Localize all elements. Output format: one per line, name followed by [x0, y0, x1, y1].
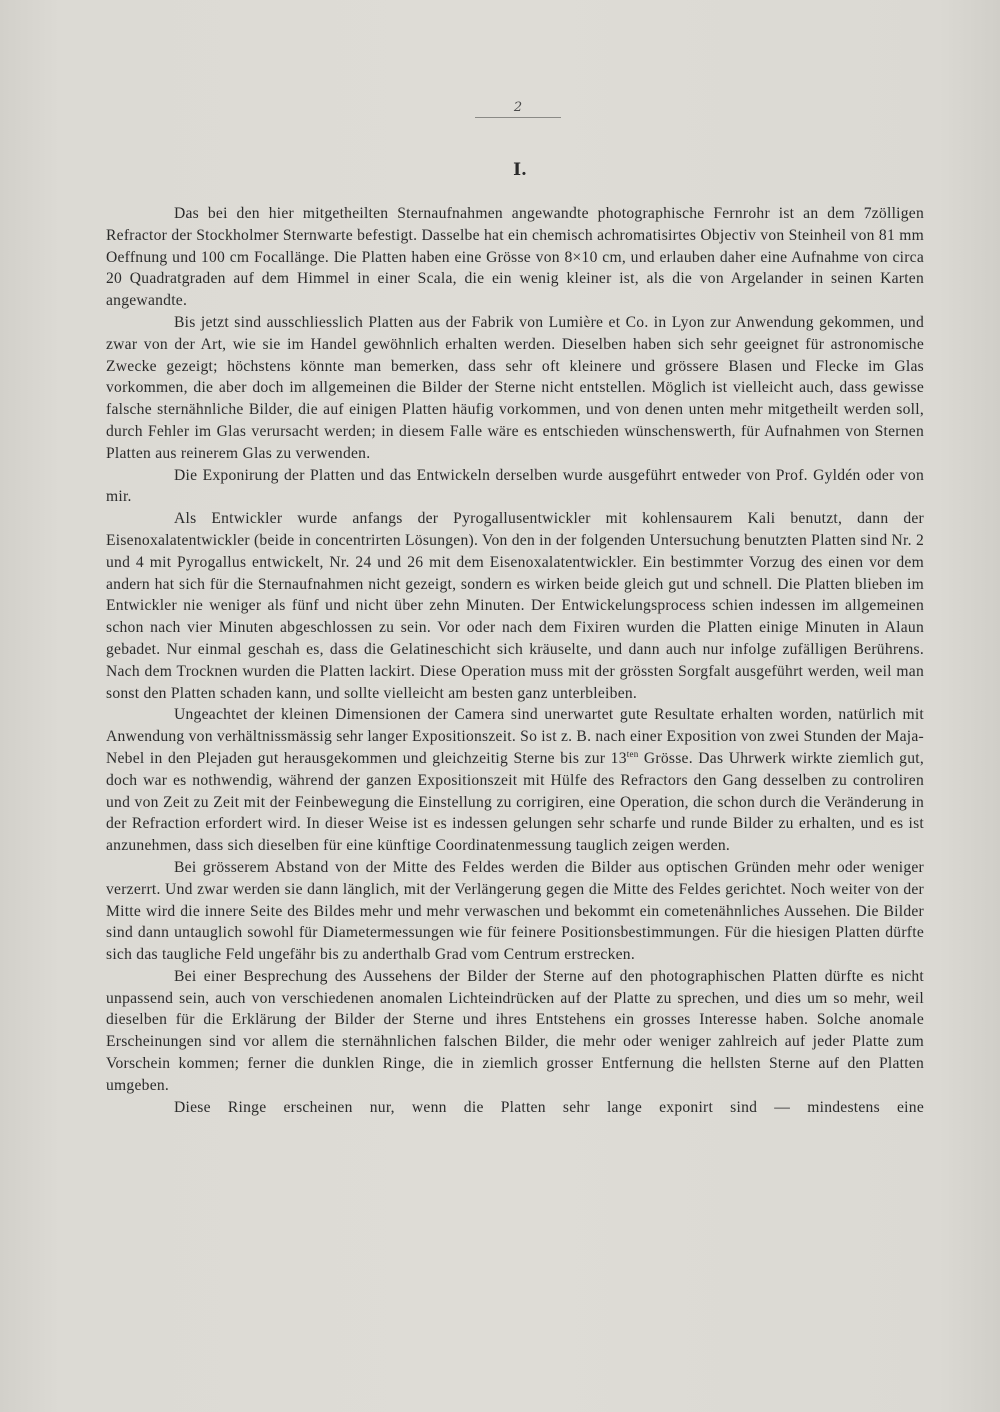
page-number: 2 — [513, 100, 523, 115]
paragraph-plates: Bis jetzt sind ausschliesslich Platten aus der Fabrik von Lumière et Co. in Lyon zur Anwendung gekommen, und zwar von der Art, wie sie im Handel gewöhnlich erhalten werden. Dieselben haben sich sehr geeignet für astronomische Zwecke gezeigt; höchstens könnte man bemerken, dass sehr oft kleinere und grössere Blasen und Flecke im Glas vorkommen, die aber doch im allgemeinen die Bilder der Sterne nicht entstellen. Möglich ist vielleicht auch, dass gewisse falsche sternähnliche Bilder, die auf einigen Platten häufig vorkommen, und von denen unten mehr mitgetheilt werden soll, durch Fehler im Glas verursacht werden; in diesem Falle wäre es entschieden wünschenswerth, für Aufnahmen von Sternen Platten aus reinerem Glas zu verwenden. — [106, 313, 924, 462]
paragraph-results — [106, 704, 924, 857]
section-heading: I. — [513, 160, 527, 180]
results-superscript: ten — [626, 748, 639, 759]
results-text-start: Ungeachtet der kleinen Dimensionen der Camera sind unerwartet gute Resultate erhalten worden, natürlich mit Anwendung von verhältnissmässig sehr langer Expositionszeit. So ist z. B. nach einer Exposition von zwei Stunden der Maja-Nebel in den Plejaden gut herausgekommen und gleichzeitig Sterne bis zur 13 — [106, 706, 924, 767]
paragraph-exposure: Die Exponirung der Platten und das Entwickeln derselben wurde ausgeführt entweder von Prof. Gyldén oder von mir. — [106, 466, 924, 506]
paragraph-anomalies: Bei einer Besprechung des Aussehens der Bilder der Sterne auf den photographischen Platten dürfte es nicht unpassend sein, auch von verschiedenen anomalen Lichteindrücken auf der Platte zu sprechen, und dies um so mehr, weil dieselben für die Erklärung der Bilder der Sterne und ihres Entstehens ein grosses Interesse haben. Solche anomale Erscheinungen sind vor allem die sternähnlichen falschen Bilder, die mehr oder weniger zahlreich auf jeder Platte zum Vorschein kommen; ferner die dunklen Ringe, die in ziemlich grosser Entfernung die hellsten Sterne auf den Platten umgeben. — [106, 967, 924, 1094]
body-text — [106, 203, 924, 1118]
paragraph-distortion: Bei grösserem Abstand von der Mitte des Feldes werden die Bilder aus optischen Gründen mehr oder weniger verzerrt. Und zwar werden sie dann länglich, mit der Verlängerung gegen die Mitte des Feldes gerichtet. Noch weiter von der Mitte wird die innere Seite des Bildes mehr und mehr verwaschen und bekommt ein cometenähnliches Aussehen. Die Bilder sind dann untauglich sowohl für Diametermessungen wie für feinere Positionsbestimmungen. Für die hiesigen Platten dürfte sich das taugliche Feld ungefähr bis zu anderthalb Grad vom Centrum erstrecken. — [106, 858, 924, 964]
paragraph-rings: Diese Ringe erscheinen nur, wenn die Platten sehr lange exponirt sind — mindestens eine — [174, 1098, 924, 1116]
paragraph-telescope: Das bei den hier mitgetheilten Sternaufnahmen angewandte photographische Fernrohr ist an dem 7zölligen Refractor der Stockholmer Sternwarte befestigt. Dasselbe hat ein chemisch achromatisirtes Objectiv von Steinheil von 81 mm Oeffnung und 100 cm Focallänge. Die Platten haben eine Grösse von 8×10 cm, und erlauben daher eine Aufnahme von circa 20 Quadratgraden auf dem Himmel in einer Scala, die ein wenig kleiner ist, als die von Argelander in seinen Karten angewandte. — [106, 205, 924, 310]
page-number-rule — [475, 117, 561, 118]
results-text-end: Grösse. Das Uhrwerk wirkte ziemlich gut, doch war es nothwendig, während der ganzen Expositionszeit mit Hülfe des Refractors den Gang desselben zu controliren und von Zeit zu Zeit mit der Feinbewegung die Einstellung zu corrigiren, eine Operation, die schon durch die Veränderung in der Refraction erfordert wird. In dieser Weise ist es indessen gelungen sehr scharfe und runde Bilder zu erhalten, und es ist anzunehmen, dass sich dieselben für eine künftige Coordinatenmessung tauglich zeigen werden. — [106, 749, 924, 855]
paragraph-developer: Als Entwickler wurde anfangs der Pyrogallusentwickler mit kohlensaurem Kali benutzt, dann der Eisenoxalatentwickler (beide in concentrirten Lösungen). Von den in der folgenden Untersuchung benutzten Platten sind Nr. 2 und 4 mit Pyrogallus entwickelt, Nr. 24 und 26 mit dem Eisenoxalatentwickler. Ein bestimmter Vorzug des einen vor dem andern hat sich für die Sternaufnahmen nicht gezeigt, sondern es wirken beide gleich gut und schnell. Die Platten blieben im Entwickler nie weniger als fünf und nicht über zehn Minuten. Der Entwickelungsprocess schien indessen im allgemeinen schon nach vier Minuten abgeschlossen zu sein. Vor oder nach dem Fixiren wurden die Platten einige Minuten in Alaun gebadet. Nur einmal geschah es, dass die Gelatineschicht sich kräuselte, und dann auch nur infolge zufälligen Berührens. Nach dem Trocknen wurden die Platten lackirt. Diese Operation muss mit der grössten Sorgfalt ausgeführt werden, weil man sonst den Platten schaden kann, und sollte vielleicht am besten ganz unterbleiben. — [106, 510, 924, 702]
